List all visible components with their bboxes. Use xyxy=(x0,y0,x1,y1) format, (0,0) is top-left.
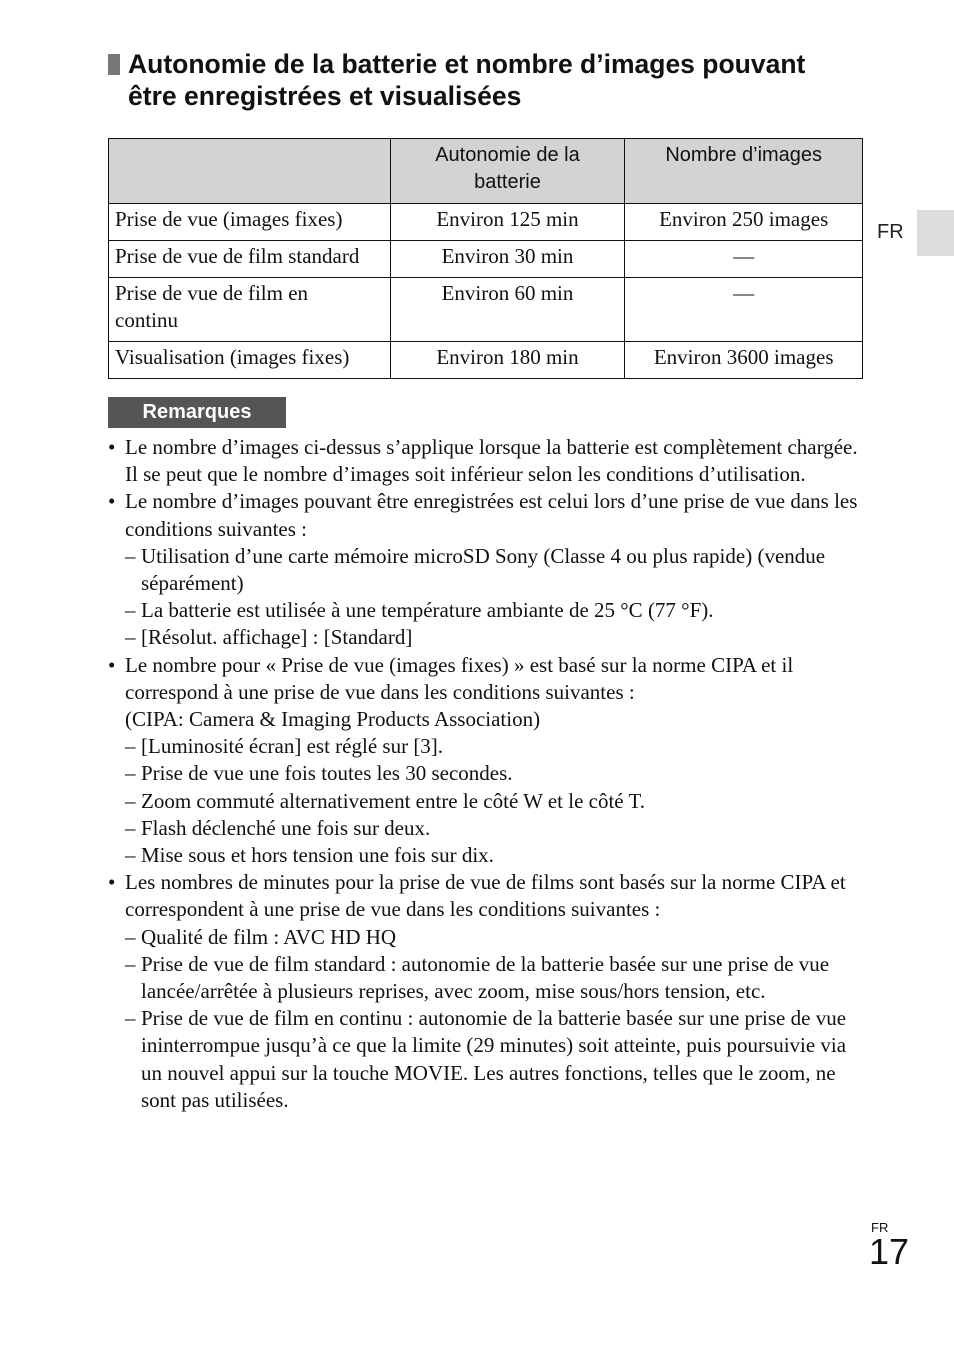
table-header-autonomy: Autonomie de la batterie xyxy=(390,139,625,204)
notes-badge: Remarques xyxy=(108,397,286,428)
note-sub-item: – Prise de vue de film en continu : autonomie de la batterie basée sur une prise de vue ininterrompue jusqu’à ce que la limite (29 minutes) soit atteinte, puis poursuivie via un nouvel appui sur la touche MOVIE. Les autres fonctions, telles que le zoom, ne sont pas utilisées. xyxy=(108,1005,868,1114)
table-row xyxy=(109,342,863,379)
note-bullet: • Le nombre d’images pouvant être enregistrées est celui lors d’une prise de vue dans les conditions suivantes : xyxy=(108,488,868,542)
row-images: Environ 3600 images xyxy=(625,342,863,379)
table-row xyxy=(109,204,863,241)
row-autonomy: Environ 125 min xyxy=(390,204,625,241)
row-label: Prise de vue de film standard xyxy=(109,241,391,278)
heading-line-2: être enregistrées et visualisées xyxy=(128,81,522,111)
section-heading xyxy=(108,48,878,112)
note-sub-item: – Prise de vue de film standard : autonomie de la batterie basée sur une prise de vue lancée/arrêtée à plusieurs reprises, avec zoom, mise sous/hors tension, etc. xyxy=(108,951,868,1005)
row-autonomy: Environ 60 min xyxy=(390,278,625,342)
note-sub-item: – Qualité de film : AVC HD HQ xyxy=(108,924,868,951)
note-sub-item: – Zoom commuté alternativement entre le côté W et le côté T. xyxy=(108,788,868,815)
note-bullet: • Le nombre d’images ci-dessus s’applique lorsque la batterie est complètement chargée. Il se peut que le nombre d’images soit inférieur selon les conditions d’utilisation. xyxy=(108,434,868,488)
note-sub-item: – Flash déclenché une fois sur deux. xyxy=(108,815,868,842)
note-bullet: • Le nombre pour « Prise de vue (images fixes) » est basé sur la norme CIPA et il correspond à une prise de vue dans les conditions suivantes : xyxy=(108,652,868,706)
note-sub-item: – [Résolut. affichage] : [Standard] xyxy=(108,624,868,651)
table-header-images: Nombre d’images xyxy=(625,139,863,204)
note-sub-item: – Mise sous et hors tension une fois sur dix. xyxy=(108,842,868,869)
note-sub-item: – La batterie est utilisée à une température ambiante de 25 °C (77 °F). xyxy=(108,597,868,624)
table-row xyxy=(109,278,863,342)
page-number: 17 xyxy=(869,1231,910,1272)
row-label: Visualisation (images fixes) xyxy=(109,342,391,379)
row-label: Prise de vue de film en continu xyxy=(109,278,391,342)
heading-marker-icon xyxy=(108,54,120,75)
footer-language: FR xyxy=(871,1220,889,1235)
note-bullet: • Les nombres de minutes pour la prise de vue de films sont basés sur la norme CIPA et correspondent à une prise de vue dans les conditions suivantes : xyxy=(108,869,868,923)
note-sub-item: – [Luminosité écran] est réglé sur [3]. xyxy=(108,733,868,760)
battery-table xyxy=(108,138,863,379)
language-side-tab xyxy=(917,210,954,256)
row-images: — xyxy=(625,278,863,342)
table-row xyxy=(109,241,863,278)
note-sub-item: – Prise de vue une fois toutes les 30 secondes. xyxy=(108,760,868,787)
table-header-row xyxy=(109,139,863,204)
language-side-label: FR xyxy=(877,221,904,243)
heading-line-1: Autonomie de la batterie et nombre d’images pouvant xyxy=(128,49,806,79)
table-header-empty xyxy=(109,139,391,204)
notes-list xyxy=(108,434,868,1114)
note-plain-line: (CIPA: Camera & Imaging Products Association) xyxy=(125,707,541,732)
row-images: — xyxy=(625,241,863,278)
row-images: Environ 250 images xyxy=(625,204,863,241)
note-sub-item: – Utilisation d’une carte mémoire microSD Sony (Classe 4 ou plus rapide) (vendue séparément) xyxy=(108,543,868,597)
row-autonomy: Environ 30 min xyxy=(390,241,625,278)
row-label: Prise de vue (images fixes) xyxy=(109,204,391,241)
row-autonomy: Environ 180 min xyxy=(390,342,625,379)
